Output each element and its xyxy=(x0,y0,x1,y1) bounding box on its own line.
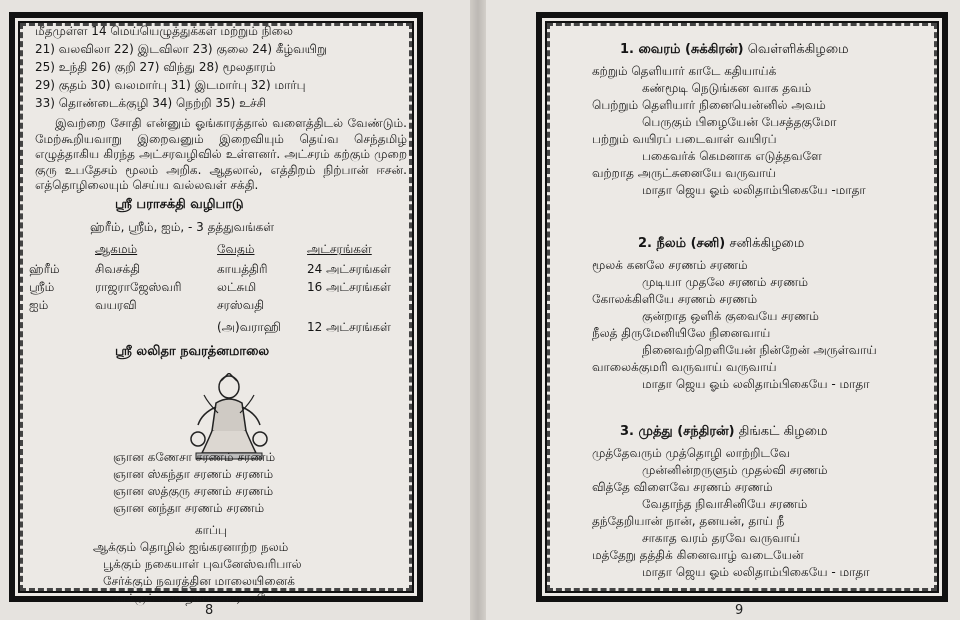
verse-line: முடியா முதலே சரணம் சரணம் xyxy=(642,275,809,289)
verse-line: வற்றாத அருட்சுனையே வருவாய் xyxy=(592,166,776,180)
table-cell: லட்சுமி xyxy=(217,280,257,294)
verse-line: கற்றும் தெளியார் காடே கதியாய்க் xyxy=(592,64,777,78)
sarana-line: ஞான னந்தா சரணம் சரணம் xyxy=(113,501,265,515)
table-header-atsarangal: அட்சரங்கள் xyxy=(307,242,372,256)
section-1-heading xyxy=(620,42,849,58)
verse-line: மாதா ஜெய ஓம் லலிதாம்பிகையே - மாதா xyxy=(642,377,870,391)
verse-line: மாதா ஜெய ஓம் லலிதாம்பிகையே - மாதா xyxy=(642,565,870,579)
intro-line: 33) தொண்டைக்குழி 34) நெற்றி 35) உச்சி xyxy=(35,96,267,110)
section-2-heading xyxy=(638,236,804,252)
table-cell: வயரவி xyxy=(95,298,137,312)
verse-line: கண்மூடி நெடுங்கன வாக தவம் xyxy=(642,81,812,95)
kappu-line: சேர்க்கும் நவரத்தின மாலையினைக் xyxy=(103,574,295,588)
section-3-heading xyxy=(620,424,827,440)
section-heading-gem: 3. முத்து (சந்திரன்) xyxy=(620,424,735,439)
section-heading-day: சனிக்கிழமை xyxy=(725,236,805,251)
sarana-line: ஞான ஸ்கந்தா சரணம் சரணம் xyxy=(113,467,274,481)
kappu-line: ஆக்கும் தொழில் ஐங்கரனாற்ற நலம் xyxy=(93,540,289,554)
verse-line: நினைவற்றெளியேன் நின்றேன் அருள்வாய் xyxy=(642,343,877,357)
section-heading-day: வெள்ளிக்கிழமை xyxy=(743,42,849,57)
verse-line: மத்தேறு தத்திக் கினைவாழ் வடையேன் xyxy=(592,548,804,562)
verse-line: வித்தே விளைவே சரணம் சரணம் xyxy=(592,480,773,494)
verse-line: குன்றாத ஒளிக் குவையே சரணம் xyxy=(642,309,819,323)
table-cell: காயத்திரி xyxy=(217,262,268,276)
page-number-right: 9 xyxy=(735,603,744,618)
page-number-left: 8 xyxy=(205,603,214,618)
verse-line: வாலைக்குமரி வருவாய் வருவாய் xyxy=(592,360,777,374)
left-page-border xyxy=(9,12,423,605)
table-header-vedam: வேதம் xyxy=(217,242,255,256)
verse-line: கோலக்கிளியே சரணம் சரணம் xyxy=(592,292,758,306)
sarana-line: ஞான கணேசா சரணம் சரணம் xyxy=(113,450,276,464)
verse-line: மூலக் கனலே சரணம் சரணம் xyxy=(592,258,748,272)
worship-heading: ஸ்ரீ பராசக்தி வழிபாடு xyxy=(115,197,244,212)
table-cell: சரஸ்வதி xyxy=(217,298,265,312)
kappu-line: காக்கும் கண நாயகவாரணமே. xyxy=(113,591,279,605)
table-cell: சிவசக்தி xyxy=(95,262,141,276)
table-cell: (அ)வராஹி xyxy=(217,320,282,334)
verse-line: நீலத் திருமேனியிலே நினைவாய் xyxy=(592,326,771,340)
goddess-figure-icon xyxy=(188,373,270,461)
intro-line: 21) வலவிலா 22) இடவிலா 23) குலை 24) கீழ்வயிறு xyxy=(35,42,328,56)
table-cell: ஐம் xyxy=(29,298,49,312)
verse-line: சாகாத வரம் தரவே வருவாய் xyxy=(642,531,801,545)
verse-line: பெற்றும் தெளியார் நினையென்னில் அவம் xyxy=(592,98,826,112)
navaratna-heading: ஸ்ரீ லலிதா நவரத்னமாலை xyxy=(115,344,270,359)
section-heading-gem: 2. நீலம் (சனி) xyxy=(638,236,726,251)
verse-line: பெருகும் பிழையேன் பேசத்தகுமோ xyxy=(642,115,837,129)
sarana-line: ஞான ஸத்குரு சரணம் சரணம் xyxy=(113,484,274,498)
table-header-agamam: ஆகமம் xyxy=(95,242,138,256)
table-cell: 24 அட்சரங்கள் xyxy=(307,262,391,276)
worship-subheading: ஹ்ரீம், ஸ்ரீம், ஐம், - 3 தத்துவங்கள் xyxy=(90,220,275,234)
verse-line: தந்தேறியான் நான், தனயன், தாய் நீ xyxy=(592,514,785,528)
verse-line: முத்தேவரும் முத்தொழி லாற்றிடவே xyxy=(592,446,791,460)
kappu-heading: காப்பு xyxy=(195,523,227,537)
book-gutter xyxy=(470,0,486,620)
table-cell: ராஜராஜேஸ்வரி xyxy=(95,280,182,294)
verse-line: பகைவர்க் கெமனாக எடுத்தவளே xyxy=(642,149,822,163)
verse-line: வேதாந்த நிவாசினியே சரணம் xyxy=(642,497,808,511)
section-heading-gem: 1. வைரம் (சுக்கிரன்) xyxy=(620,42,744,57)
intro-line: 29) குதம் 30) வலமார்பு 31) இடமார்பு 32) மார்பு xyxy=(35,78,306,92)
section-heading-day: திங்கட் கிழமை xyxy=(734,424,828,439)
table-cell: 12 அட்சரங்கள் xyxy=(307,320,391,334)
table-cell: ஹ்ரீம் xyxy=(29,262,60,276)
table-cell: ஸ்ரீம் xyxy=(29,280,55,294)
right-page-border xyxy=(536,12,948,602)
intro-line: 25) உந்தி 26) குறி 27) விந்து 28) மூலதாரம் xyxy=(35,60,276,74)
verse-line: மாதா ஜெய ஓம் லலிதாம்பிகையே -மாதா xyxy=(642,183,866,197)
body-paragraph: இவற்றை சோதி என்னும் ஓங்காரத்தால் வளைத்திடல் வேண்டும். மேற்கூறியவாறு இறைவனும் இறைவியும் தெய்வ செந்தமிழ் எழுத்தாகிய கிரந்த அட்சரவழிவில் உள்ளனர். அட்சரம் கற்கும் முறை குரு உபதேசம் மூலம் அறிக. ஆதலால், எத்திறம் நிற்பான் ஈசன். எத்தொழிலையும் செய்ய வல்லவள் சக்தி. xyxy=(35,116,407,192)
kappu-line: பூக்கும் நகையாள் புவனேஸ்வரிபால் xyxy=(103,557,302,571)
table-cell: 16 அட்சரங்கள் xyxy=(307,280,391,294)
intro-heading: மீதமுள்ள 14 மெய்யெழுத்துக்கள் மற்றும் நிலை xyxy=(35,24,293,38)
left-page-content xyxy=(15,18,417,605)
right-page-content xyxy=(542,18,942,596)
verse-line: முன்னின்றருளும் முதல்வி சரணம் xyxy=(642,463,828,477)
verse-line: பற்றும் வயிரப் படைவாள் வயிரப் xyxy=(592,132,777,146)
